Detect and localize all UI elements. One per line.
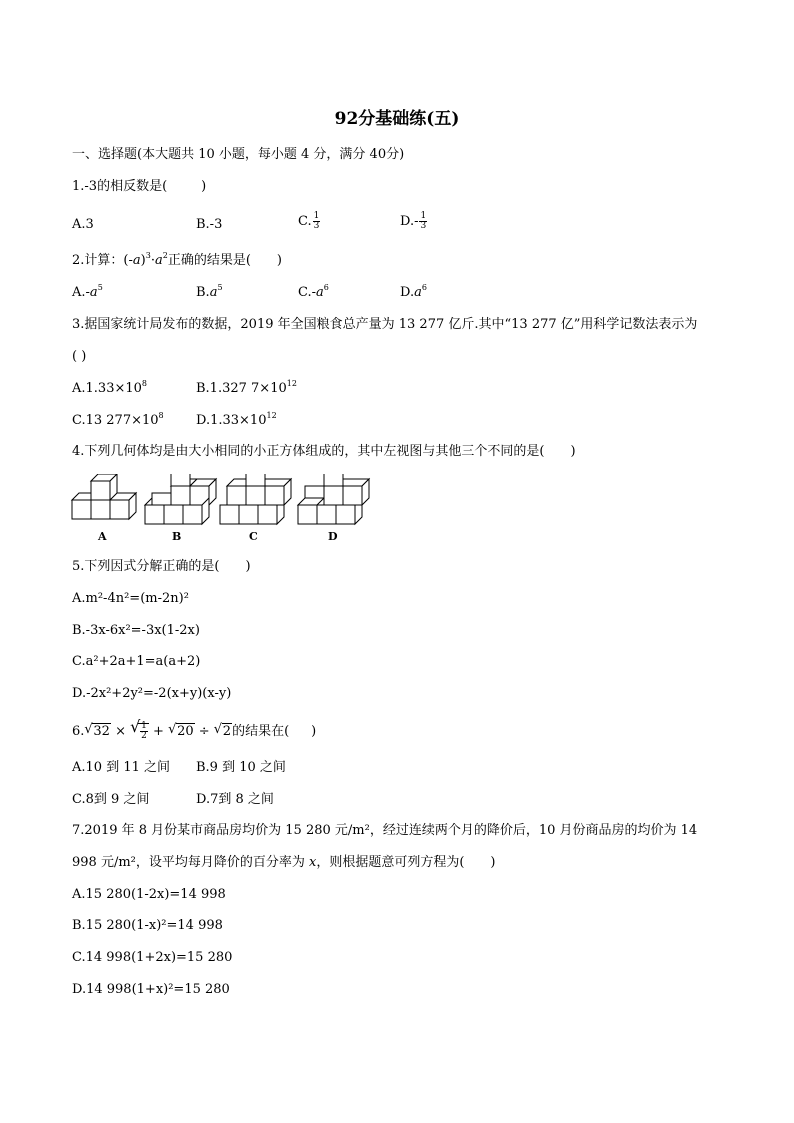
figure-c-cubes (220, 474, 291, 524)
q3-option-d: $D.1.33\times 10^{12}$ (196, 411, 277, 428)
q1-option-a: A.3 (72, 217, 94, 232)
question-1-stem: 1.-3的相反数是( ) (72, 179, 207, 194)
question-2-stem: 2.计算：$(-a)^3\cdot a^2$正确的结果是( ) (72, 251, 282, 268)
q1-option-b: B.-3 (196, 217, 223, 232)
question-3-paren: ( ) (72, 349, 87, 364)
figure-label-c: C (249, 530, 258, 543)
q5-option-b: B.-3x-6x²=-3x(1-2x) (72, 623, 200, 638)
q5-option-c: C.a²+2a+1=a(a+2) (72, 654, 201, 669)
q7-option-c: C.14 998(1+2x)=15 280 (72, 950, 233, 965)
q5-option-d: D.-2x²+2y²=-2(x+y)(x-y) (72, 686, 232, 701)
question-4-stem: 4.下列几何体均是由大小相同的小正方体组成的，其中左视图与其他三个不同的是( ) (72, 444, 576, 459)
q5-option-a: A.m²-4n²=(m-2n)² (72, 591, 189, 606)
q3-option-a: $A.1.33\times 10^8$ (72, 379, 147, 396)
q1-option-d: D.- $\frac{1}{3}$ (400, 211, 427, 231)
section-heading: 一、选择题(本大题共 10 小题，每小题 4 分，满分 40分) (72, 147, 405, 162)
page-title: 92分基础练(五) (334, 109, 460, 129)
question-7-line-1: 7.2019 年 8 月份某市商品房均价为 15 280 元/m²，经过连续两个月的降价后，10 月份商品房的均价为 14 (72, 823, 698, 838)
figure-d-cubes (298, 474, 369, 524)
figure-label-a: A (98, 530, 107, 543)
q6-option-c: C.8到 9 之间 (72, 792, 150, 807)
question-6-stem: 6. √ 32 × √ $\frac{1}{2}$ + √ 20 ÷ √ 2的结果在( ) (72, 717, 317, 741)
figure-label-b: B (172, 530, 182, 543)
figure-b-cubes (145, 474, 216, 524)
q2-option-b: $B.a^5$ (196, 283, 223, 300)
question-7-line-2: 998 元/m²，设平均每月降价的百分率为 x，则根据题意可列方程为( ) (72, 855, 496, 870)
q6-option-d: D.7到 8 之间 (196, 792, 274, 807)
q2-option-d: $D.a^6$ (400, 283, 427, 300)
q6-option-b: B.9 到 10 之间 (196, 760, 286, 775)
q1-option-c: C. $\frac{1}{3}$ (298, 211, 320, 231)
q7-option-a: A.15 280(1-2x)=14 998 (72, 887, 226, 902)
figure-a-cubes (72, 474, 136, 519)
q6-option-a: A.10 到 11 之间 (72, 760, 171, 775)
q3-option-c: C.13 $277\times 10^8$ (72, 411, 164, 428)
q7-option-b: B.15 280(1-x)²=14 998 (72, 918, 223, 933)
q2-option-c: $C.-a^6$ (298, 283, 329, 300)
q2-option-a: $A.-a^5$ (72, 283, 103, 300)
question-5-stem: 5.下列因式分解正确的是( ) (72, 559, 251, 574)
q7-option-d: D.14 998(1+x)²=15 280 (72, 982, 230, 997)
q3-option-b: B.1.327 $7\times 10^{12}$ (196, 379, 297, 396)
question-3-stem: 3.据国家统计局发布的数据，2019 年全国粮食总产量为 13 277 亿斤.其中“13 277 亿”用科学记数法表示为 (72, 317, 698, 332)
figure-label-d: D (328, 530, 338, 543)
